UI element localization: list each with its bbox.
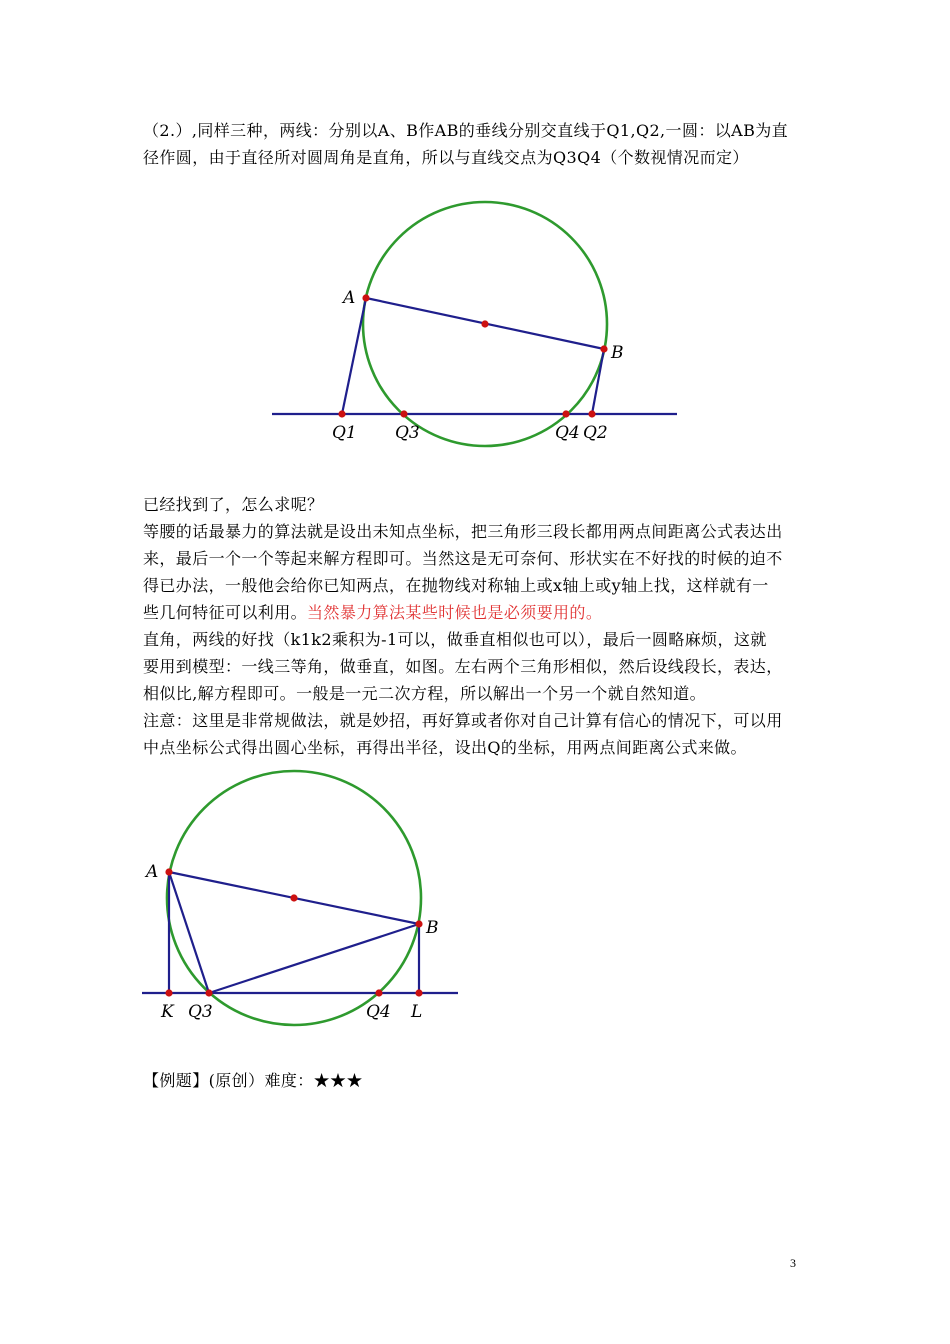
difficulty-stars: ★★★ <box>313 1071 363 1090</box>
body-p2-line-4 <box>143 599 813 626</box>
body-p2-highlight: 当然暴力算法某些时候也是必须要用的。 <box>307 603 603 622</box>
intro-line-1: （2.）,同样三种，两线：分别以A、B作AB的垂线分别交直线于Q1,Q2,一圆：以AB为直 <box>143 121 789 140</box>
label-l: L <box>411 1002 423 1022</box>
figure-circle-diameter-q1q2 <box>265 175 685 455</box>
label-q2: Q2 <box>583 423 608 443</box>
label-b: B <box>426 918 439 938</box>
label-q3: Q3 <box>395 423 420 443</box>
point-a <box>362 294 369 301</box>
body-p4-line-2: 中点坐标公式得出圆心坐标，再得出半径，设出Q的坐标，用两点间距离公式来做。 <box>143 738 747 757</box>
segment-a-q1 <box>342 298 366 414</box>
intro-paragraph <box>143 117 813 171</box>
label-q1: Q1 <box>332 423 357 443</box>
point-center <box>481 320 488 327</box>
point-l <box>415 989 422 996</box>
segment-a-q3 <box>169 872 209 993</box>
body-p2-line-2: 来，最后一个一个等起来解方程即可。当然这是无可奈何、形状实在不好找的时候的迫不 <box>143 549 783 568</box>
point-q3 <box>205 989 212 996</box>
body-p1: 已经找到了，怎么求呢？ <box>143 495 324 514</box>
label-q4: Q4 <box>555 423 580 443</box>
body-p3-line-1: 直角，两线的好找（k1k2乘积为-1可以，做垂直相似也可以），最后一圆略麻烦，这就 <box>143 630 767 649</box>
figure-one-line-three-angles <box>135 760 465 1030</box>
label-a: A <box>146 862 159 882</box>
point-a <box>165 868 172 875</box>
body-text <box>143 491 813 761</box>
body-p3-line-2: 要用到模型：一线三等角，做垂直，如图。左右两个三角形相似，然后设线段长，表达， <box>143 657 783 676</box>
point-b <box>600 345 607 352</box>
point-q2 <box>588 410 595 417</box>
label-a: A <box>343 288 356 308</box>
example-heading <box>143 1067 813 1094</box>
body-p2-line-1: 等腰的话最暴力的算法就是设出未知点坐标，把三角形三段长都用两点间距离公式表达出 <box>143 522 783 541</box>
body-p4-line-1: 注意：这里是非常规做法，就是妙招，再好算或者你对自己计算有信心的情况下，可以用 <box>143 711 783 730</box>
point-q4 <box>562 410 569 417</box>
body-p2-line-4-plain: 些几何特征可以利用。 <box>143 603 308 622</box>
example-text: 【例题】(原创）难度： <box>143 1071 314 1090</box>
intro-line-2: 径作圆，由于直径所对圆周角是直角，所以与直线交点为Q3Q4（个数视情况而定） <box>143 148 749 167</box>
body-p2-line-3: 得已办法，一般他会给你已知两点，在抛物线对称轴上或x轴上或y轴上找，这样就有一 <box>143 576 769 595</box>
point-q3 <box>400 410 407 417</box>
point-b <box>415 920 422 927</box>
point-q4 <box>375 989 382 996</box>
label-q3: Q3 <box>188 1002 213 1022</box>
label-q4: Q4 <box>366 1002 391 1022</box>
point-q1 <box>338 410 345 417</box>
point-k <box>165 989 172 996</box>
point-center <box>290 894 297 901</box>
page-number: 3 <box>790 1256 796 1270</box>
label-k: K <box>161 1002 174 1022</box>
body-p3-line-3: 相似比,解方程即可。一般是一元二次方程，所以解出一个另一个就自然知道。 <box>143 684 707 703</box>
label-b: B <box>611 343 624 363</box>
